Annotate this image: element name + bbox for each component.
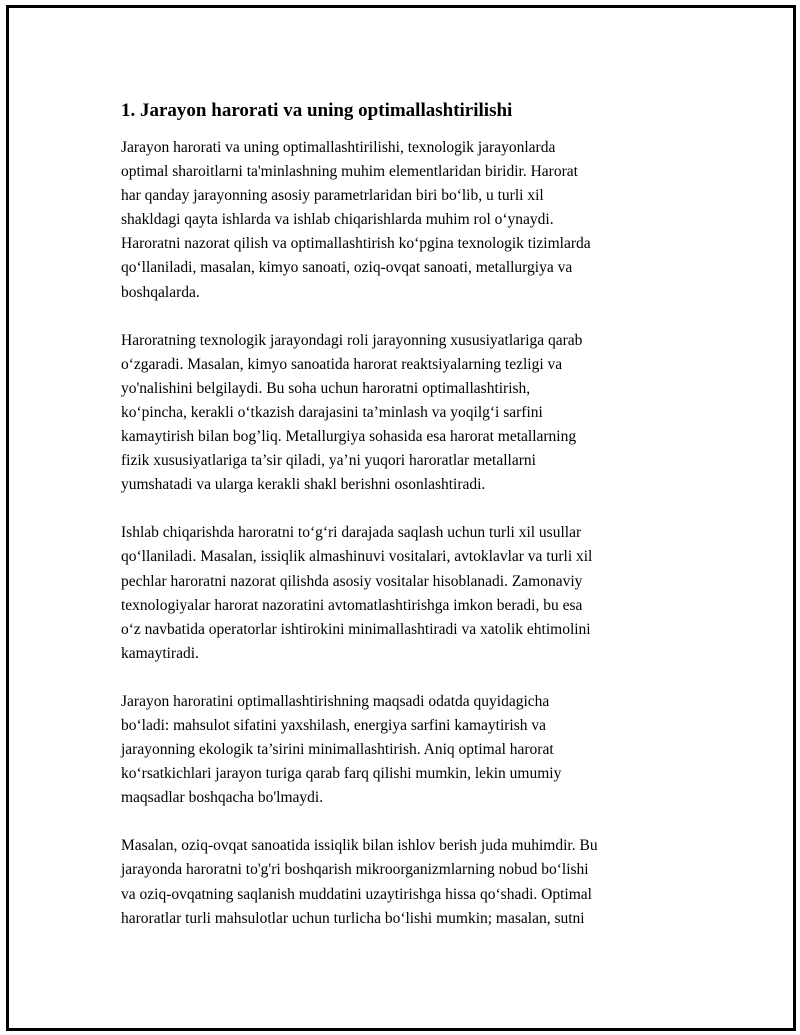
- text-line: yumshatadi va ularga kerakli shakl berishni osonlashtiradi.: [121, 476, 486, 494]
- text-line: Jarayon harorati va uning optimallashtirilishi, texnologik jarayonlarda: [121, 139, 556, 156]
- text-line: jarayonda haroratni to'g'ri boshqarish mikroorganizmlarning nobud bo‘lishi: [121, 861, 589, 879]
- text-line: Haroratni nazorat qilish va optimallashtirish ko‘pgina texnologik tizimlarda: [121, 235, 591, 253]
- section-heading: 1. Jarayon harorati va uning optimallashtirilishi: [121, 100, 513, 121]
- text-line: Masalan, oziq-ovqat sanoatida issiqlik bilan ishlov berish juda muhimdir. Bu: [121, 837, 598, 855]
- text-line: Haroratning texnologik jarayondagi roli jarayonning xususiyatlariga qarab: [121, 331, 583, 349]
- text-line: optimal sharoitlarni ta'minlashning muhim elementlaridan biridir. Harorat: [121, 163, 578, 181]
- text-line: jarayonning ekologik ta’sirini minimallashtirish. Aniq optimal harorat: [121, 741, 554, 759]
- text-line: texnologiyalar harorat nazoratini avtomatlashtirishga imkon beradi, bu esa: [121, 596, 583, 614]
- text-line: maqsadlar boshqacha bo'lmaydi.: [121, 789, 324, 807]
- text-line: haroratlar turli mahsulotlar uchun turlicha bo‘lishi mumkin; masalan, sutni: [121, 909, 585, 927]
- paragraph-1: [121, 136, 691, 305]
- text-line: va oziq-ovqatning saqlanish muddatini uzaytirishga hissa qo‘shadi. Optimal: [121, 885, 592, 903]
- text-line: yo'nalishini belgilaydi. Bu soha uchun haroratni optimallashtirish,: [121, 379, 531, 397]
- paragraph-4: [121, 690, 691, 810]
- page-frame: [6, 5, 796, 1031]
- text-line: fizik xususiyatlariga ta’sir qiladi, ya’ni yuqori haroratlar metallarni: [121, 452, 536, 470]
- text-line: o‘z navbatida operatorlar ishtirokini minimallashtiradi va xatolik ehtimolini: [121, 620, 591, 638]
- text-line: bo‘ladi: mahsulot sifatini yaxshilash, energiya sarfini kamaytirish va: [121, 716, 547, 734]
- text-line: qo‘llaniladi. Masalan, issiqlik almashinuvi vositalari, avtoklavlar va turli xil: [121, 548, 593, 566]
- text-line: Ishlab chiqarishda haroratni to‘g‘ri darajada saqlash uchun turli xil usullar: [121, 524, 582, 542]
- text-line: pechlar haroratni nazorat qilishda asosiy vositalar hisoblanadi. Zamonaviy: [121, 572, 583, 590]
- text-line: kamaytirish bilan bog’liq. Metallurgiya sohasida esa harorat metallarning: [121, 428, 577, 446]
- document-body: [121, 99, 691, 955]
- text-line: ko‘rsatkichlari jarayon turiga qarab farq qilishi mumkin, lekin umumiy: [121, 765, 562, 783]
- paragraph-3: [121, 521, 691, 666]
- text-line: boshqalarda.: [121, 283, 200, 301]
- text-line: qo‘llaniladi, masalan, kimyo sanoati, oziq-ovqat sanoati, metallurgiya va: [121, 259, 573, 277]
- text-line: shakldagi qayta ishlarda va ishlab chiqarishlarda muhim rol o‘ynaydi.: [121, 211, 554, 229]
- text-line: Jarayon haroratini optimallashtirishning maqsadi odatda quyidagicha: [121, 692, 550, 710]
- text-line: kamaytiradi.: [121, 644, 199, 662]
- text-line: har qanday jarayonning asosiy parametrlaridan biri bo‘lib, u turli xil: [121, 187, 544, 205]
- paragraph-2: [121, 329, 691, 498]
- paragraph-5: [121, 834, 691, 930]
- text-line: ko‘pincha, kerakli o‘tkazish darajasini ta’minlash va yoqilg‘i sarfini: [121, 403, 543, 421]
- text-line: o‘zgaradi. Masalan, kimyo sanoatida harorat reaktsiyalarning tezligi va: [121, 355, 563, 373]
